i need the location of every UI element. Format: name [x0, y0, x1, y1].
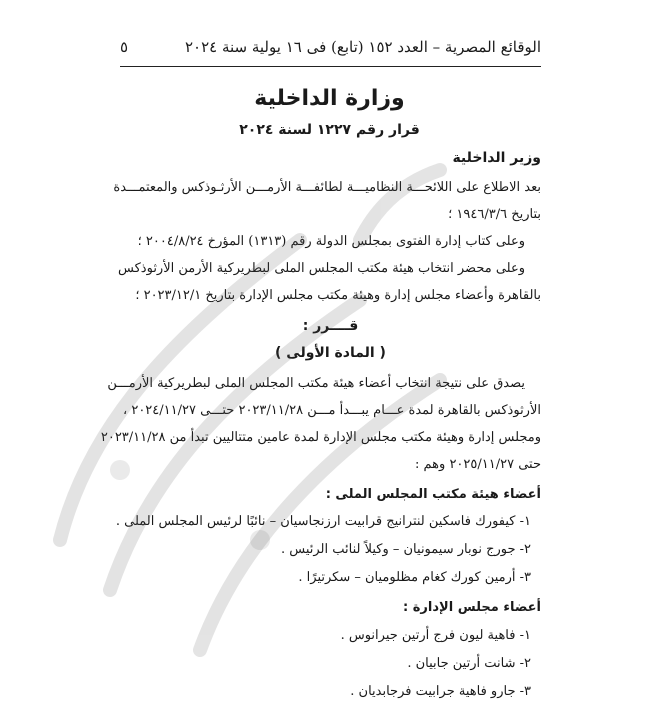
board-member: ١- فاهية ليون فرج أرتين جيرانوس .	[340, 628, 531, 643]
board-heading: أعضاء مجلس الإدارة :	[403, 600, 541, 615]
ministry-heading: وزارة الداخلية	[254, 86, 405, 111]
article-line: حتى ٢٠٢٥/١١/٢٧ وهم :	[415, 457, 541, 472]
council-member: ٣- أرمين كورك كغام مظلوميان – سكرتيرًا .	[298, 570, 531, 585]
council-member: ١- كيفورك فاسكين لنترانيج قرابيت ارزنجاسيان – نائبًا لرئيس المجلس الملى .	[115, 514, 531, 529]
header-rule	[120, 66, 541, 67]
header-title: الوقائع المصرية – العدد ١٥٢ (تابع) فى ١٦ يولية سنة ٢٠٢٤	[184, 38, 541, 56]
board-member: ٢- شانت أرتين جابيان .	[407, 656, 531, 671]
preamble-line: بتاريخ ١٩٤٦/٣/٦ ؛	[448, 207, 541, 222]
preamble-line: بالقاهرة وأعضاء مجلس إدارة وهيئة مكتب مجلس الإدارة بتاريخ ٢٠٢٣/١٢/١ ؛	[135, 288, 541, 303]
preamble-line: وعلى كتاب إدارة الفتوى بمجلس الدولة رقم (١٣١٣) المؤرخ ٢٠٠٤/٨/٢٤ ؛	[137, 234, 525, 249]
council-member: ٢- جورج نوبار سيمونيان – وكيلاً لنائب الرئيس .	[280, 542, 531, 557]
article-line: يصدق على نتيجة انتخاب أعضاء هيئة مكتب المجلس الملى لبطريركية الأرمـــن	[107, 376, 525, 391]
decree-title: قرار رقم ١٢٢٧ لسنة ٢٠٢٤	[239, 122, 420, 138]
preamble-line: وعلى محضر انتخاب هيئة مكتب المجلس الملى لبطريركية الأرمن الأرثوذكس	[118, 261, 525, 276]
page-number: ٥	[120, 38, 129, 56]
council-heading: أعضاء هيئة مكتب المجلس الملى :	[325, 487, 541, 502]
article-line: الأرثوذكس بالقاهرة لمدة عـــام يبـــدأ مـــن ٢٠٢٣/١١/٢٨ حتـــى ٢٠٢٤/١١/٢٧ ،	[123, 403, 541, 418]
article-line: ومجلس إدارة وهيئة مكتب مجلس الإدارة لمدة عامين متتاليين تبدأ من ٢٠٢٣/١١/٢٨	[100, 430, 541, 445]
preamble-line: بعد الاطلاع على اللائحـــة النظاميـــة لطائفـــة الأرمـــن الأرثـوذكس والمعتمـــدة	[113, 180, 541, 195]
article-heading: ( المادة الأولى )	[275, 345, 386, 361]
decided-heading: قــــرر :	[302, 318, 359, 334]
minister-heading: وزير الداخلية	[452, 150, 541, 166]
running-header	[120, 38, 541, 60]
board-member: ٣- جارو فاهية جرابيت فرجابديان .	[350, 684, 531, 699]
